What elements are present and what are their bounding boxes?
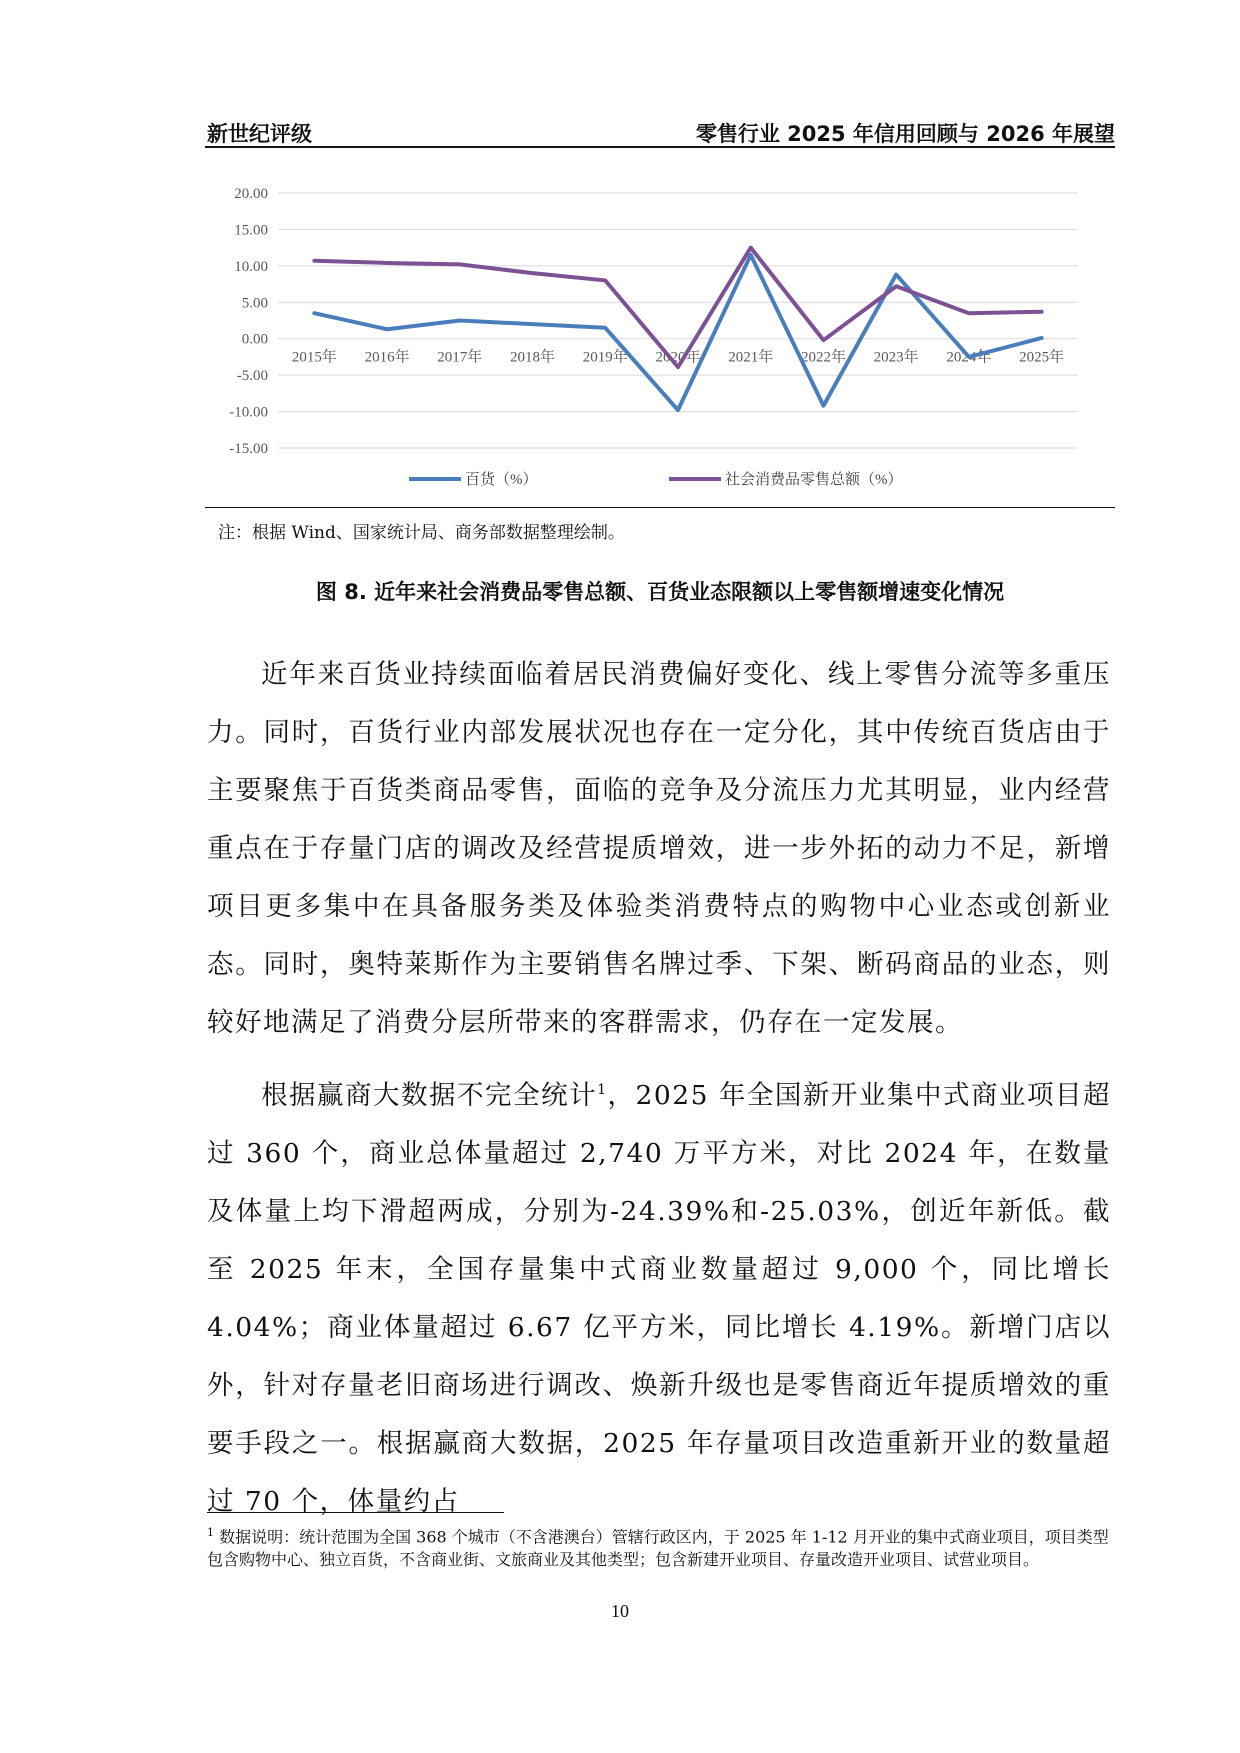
footnote-reference[interactable]: 1 — [597, 1082, 608, 1099]
chart-note: 注：根据 Wind、国家统计局、商务部数据整理绘制。 — [218, 523, 625, 543]
x-tick-label: 2023年 — [873, 349, 919, 366]
x-tick-label: 2021年 — [728, 349, 774, 366]
y-tick-label: 0.00 — [241, 331, 268, 348]
y-tick-label: 15.00 — [234, 222, 268, 239]
page-number: 10 — [611, 1601, 629, 1621]
y-tick-label: -5.00 — [236, 368, 268, 385]
footnote-text: 数据说明：统计范围为全国 368 个城市（不含港澳台）管辖行政区内，于 2025 年 1-12 月开业的集中式商业项目，项目类型包含购物中心、独立百货，不含商业街、文旅商业及其他类型；包含新建开业项目、存量改造开业项目、试营业项目。 — [207, 1527, 1109, 1570]
y-tick-label: -15.00 — [229, 441, 268, 457]
report-title: 零售行业 2025 年信用回顾与 2026 年展望 — [695, 122, 1115, 146]
footnote — [207, 1521, 1111, 1571]
x-tick-label: 2019年 — [582, 349, 628, 366]
footnote-marker: 1 — [207, 1526, 214, 1539]
paragraph2-part-b: ，2025 年全国新开业集中式商业项目超过 360 个，商业总体量超过 2,740 万平方米，对比 2024 年，在数量及体量上均下滑超两成，分别为-24.39%和-25.03%，创近年新低。截至 2025 年末，全国存量集中式商业数量超过 9,000 个，同比增长 4.04%；商业体量超过 6.67 亿平方米，同比增长 4.19%。新增门店以外，针对存量老旧商场进行调改、焕新升级也是零售商近年提质增效的重要手段之一。根据赢商大数据，2025 年存量项目改造重新开业的数量超过 70 个，体量约占 — [207, 1080, 1111, 1517]
body-paragraph-1: 近年来百货业持续面临着居民消费偏好变化、线上零售分流等多重压力。同时，百货行业内部发展状况也存在一定分化，其中传统百货店由于主要聚焦于百货类商品零售，面临的竞争及分流压力尤其明显，业内经营重点在于存量门店的调改及经营提质增效，进一步外拓的动力不足，新增项目更多集中在具备服务类及体验类消费特点的购物中心业态或创新业态。同时，奥特莱斯作为主要销售名牌过季、下架、断码商品的业态，则较好地满足了消费分层所带来的客群需求，仍存在一定发展。 — [207, 659, 1111, 1038]
series-line-1 — [314, 255, 1041, 410]
header-divider — [205, 146, 1115, 148]
x-tick-label: 2025年 — [1019, 349, 1065, 366]
body-paragraph-2 — [207, 1067, 1111, 1531]
x-tick-label: 2017年 — [437, 349, 483, 366]
x-tick-label: 2018年 — [510, 349, 556, 366]
figure-title: 图 8. 近年来社会消费品零售总额、百货业态限额以上零售额增速变化情况 — [315, 580, 1005, 604]
y-tick-label: 5.00 — [241, 295, 268, 312]
y-tick-label: -10.00 — [229, 404, 268, 421]
x-tick-label: 2024年 — [946, 349, 992, 366]
paragraph2-part-a: 根据赢商大数据不完全统计 — [261, 1080, 598, 1111]
y-tick-label: 20.00 — [234, 186, 268, 202]
legend-label: 百货（%） — [465, 472, 538, 488]
line-chart — [205, 176, 1113, 506]
x-tick-label: 2020年 — [655, 349, 701, 366]
org-name: 新世纪评级 — [207, 122, 312, 146]
y-tick-label: 10.00 — [234, 258, 268, 275]
legend-label: 社会消费品零售总额（%） — [725, 472, 903, 488]
chart-bottom-divider — [205, 507, 1115, 508]
footnote-divider — [207, 1512, 504, 1513]
x-tick-label: 2022年 — [800, 349, 846, 366]
x-tick-label: 2016年 — [364, 349, 410, 366]
chart-canvas — [205, 176, 1113, 506]
x-tick-label: 2015年 — [291, 349, 337, 366]
